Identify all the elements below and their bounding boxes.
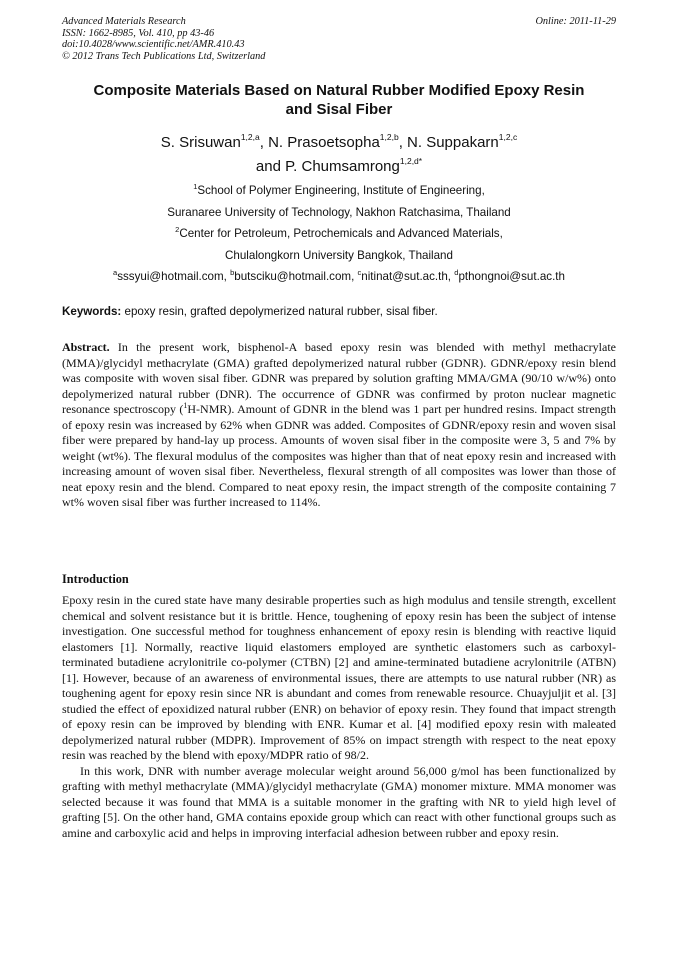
keywords — [62, 304, 616, 319]
author-affiliation-sup: 1,2,d* — [399, 156, 423, 166]
email-sup: b — [230, 268, 235, 278]
affiliation-sup: 2 — [175, 225, 180, 235]
affiliation-2-line-2: Chulalongkorn University Bangkok, Thailand — [225, 248, 453, 262]
authors-line-2 — [62, 155, 616, 179]
email-address: butsciku@hotmail.com, — [234, 270, 358, 284]
email-sup: a — [113, 268, 118, 278]
affiliation-text: School of Polymer Engineering, Institute of Engineering, — [197, 184, 485, 197]
author-affiliation-sup: 1,2,c — [498, 132, 518, 142]
journal-header — [62, 16, 616, 62]
email-address: pthongnoi@sut.ac.th — [458, 270, 565, 284]
email-address: nitinat@sut.ac.th, — [361, 270, 455, 284]
email-address: sssyui@hotmail.com, — [117, 270, 231, 284]
abstract — [62, 340, 616, 511]
author-list — [62, 131, 616, 179]
paper-title — [62, 81, 616, 119]
author-affiliation-sup: 1,2,b — [379, 132, 399, 142]
author-affiliation-sup: 1,2,a — [240, 132, 260, 142]
journal-copyright: © 2012 Trans Tech Publications Ltd, Switzerland — [62, 50, 266, 62]
online-date: Online: 2011-11-29 — [535, 16, 616, 27]
abstract-label: Abstract. — [62, 340, 110, 354]
authors-line-1: S. Srisuwan$^{1,2,a}$, N. Prasoetsopha$^{1,2,b}$, N. Suppakarn$^{1,2,c}$ — [160, 132, 518, 151]
author-name: S. Srisuwan — [160, 134, 241, 151]
author-name: N. Suppakarn — [407, 134, 499, 151]
author-name: N. Prasoetsopha — [268, 134, 380, 151]
affiliation-1-line-2: Suranaree University of Technology, Nakhon Ratchasima, Thailand — [167, 205, 511, 219]
affiliations — [62, 180, 616, 288]
title-line-2: and Sisal Fiber — [285, 101, 393, 118]
journal-name: Advanced Materials Research — [62, 16, 186, 27]
author-emails — [62, 266, 616, 288]
introduction-body — [62, 593, 616, 841]
journal-issn: ISSN: 1662-8985, Vol. 410, pp 43-46 — [62, 27, 215, 39]
affiliation-2-line-1 — [62, 223, 616, 245]
introduction-heading: Introduction — [62, 572, 129, 586]
title-line-1: Composite Materials Based on Natural Rubber Modified Epoxy Resin — [93, 82, 585, 99]
email-sup: d — [454, 268, 459, 278]
email-sup: c — [357, 268, 362, 278]
journal-doi: doi:10.4028/www.scientific.net/AMR.410.43 — [62, 39, 245, 50]
affiliation-text: Center for Petroleum, Petrochemicals and Advanced Materials, — [179, 227, 503, 241]
affiliation-1-line-1 — [62, 180, 616, 202]
introduction-paragraph-2: In this work, DNR with number average molecular weight around 56,000 g/mol has been functionalized by grafting with methyl methacrylate (MMA)/glycidyl methacrylate (GMA) monomer mixture. MMA monomer was selected because it was found that MMA is a suitable monomer in the grafting with NR to yield high level of grafting [5]. On the other hand, GMA contains epoxide group which can react with other functional groups such as amine and carboxylic acid and helps in improving interfacial adhesion between rubber and epoxy resin. — [62, 763, 616, 840]
abstract-text-1: In the present work, bisphenol-A based epoxy resin was blended with methyl methacrylate (MMA)/glycidyl methacrylate (GMA) grafted depolymerized natural rubber (GDNR). GDNR/epoxy resin blend was composite with woven sisal fiber. GDNR was prepared by solution grafting MMA/GMA (90/10 w/w%) onto depolymerized natural rubber (DNR). The occurrence of GDNR was confirmed by proton nuclear magnetic resonance spectroscopy ( — [62, 340, 616, 416]
keywords-text: epoxy resin, grafted depolymerized natural rubber, sisal fiber. — [121, 305, 438, 318]
abstract-nmr-sup: 1 — [183, 401, 188, 410]
author-name: and P. Chumsamrong — [255, 158, 400, 175]
keywords-label: Keywords: — [62, 305, 122, 318]
introduction-paragraph-1: Epoxy resin in the cured state have many desirable properties such as high modulus and tensile strength, excellent chemical and solvent resistance but it is brittle. Hence, toughening of epoxy resin has been the subject of intense investigation. One successful method for toughness enhancement of epoxy resin is blending with reactive liquid elastomers [1]. Normally, reactive liquid elastomers employed are synthetic elastomers such as carboxyl-terminated butadiene acrylonitrile co-polymer (CTBN) [2] and amine-terminated butadiene acrylonitrile (ATBN) [1]. However, because of an awareness of environmental issues, there are attempts to use natural rubber (NR) as toughening agent for epoxy resin since NR is abundant and comes from renewable resource. Chuayjuljit et al. [3] studied the effect of epoxidized natural rubber (ENR) on behavior of epoxy resin. They found that impact strength of epoxy resin can be improved by blending with ENR. Kumar et al. [4] modified epoxy resin with maleated depolymerized natural rubber (MDPR). Improvement of 85% on impact strength with respect to the neat epoxy resin was reached by the blend with epoxy/MDPR ratio of 98/2. — [62, 593, 616, 762]
abstract-text-2: H-NMR). Amount of GDNR in the blend was 1 part per hundred resins. Impact strength of epoxy resin was increased by 62% when GDNR was added. Composites of GDNR/epoxy resin and woven sisal fiber were prepared by hand-lay up process. Amounts of woven sisal fiber in the composite were 3, 5 and 7% by weight (wt%). The flexural modulus of the composites was higher than that of neat epoxy resin and increased with increasing amount of woven sisal fiber. Nevertheless, flexural strength of all composites was lower than those of neat epoxy resin and the blend. Compared to neat epoxy resin, the impact strength of the composite containing 7 wt% woven sisal fiber was further increased to 114%. — [62, 402, 616, 509]
affiliation-sup: 1 — [193, 182, 198, 191]
